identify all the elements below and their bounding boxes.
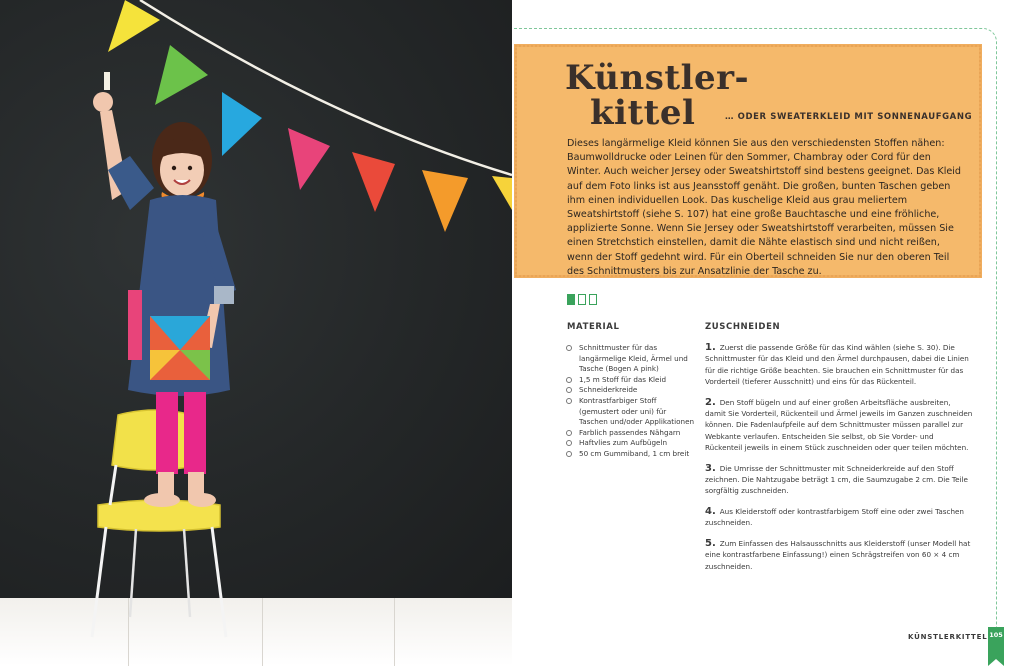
list-item-text: Haftvlies zum Aufbügeln <box>579 438 668 448</box>
list-item <box>566 375 696 386</box>
step-number: 1. <box>705 342 716 353</box>
step <box>705 397 973 454</box>
bullet-icon <box>566 440 572 446</box>
step-text: Die Umrisse der Schnittmuster mit Schneiderkreide auf den Stoff zeichnen. Die Nahtzugabe beträgt 1 cm, die Saumzugabe 2 cm. Die Teile sorgfältig zuschneiden. <box>705 463 968 496</box>
intro-text: Dieses langärmelige Kleid können Sie aus den verschiedensten Stoffen nähen: Baumwolldrucke oder Leinen für den Sommer, Chambray oder Cord für den Winter. Auch weicher Jersey oder Sweatshirtstoff sind bestens geeignet. Das Kleid auf dem Foto links ist aus Jeansstoff genäht. Die großen, bunten Taschen geben ihm einen individuellen Look. Das kuschelige Kleid aus grau meliertem Sweatshirtstoff (siehe S. 107) hat eine große Bauchtasche und eine fröhliche, applizierte Sonne. Wenn Sie Jersey oder Sweatshirtstoff verarbeiten, müssen Sie einen Stretchstich einstellen, damit die Nähte elastisch sind und nicht reißen, wenn der Stoff gedehnt wird. Für ein Oberteil schneiden Sie nur den oberen Teil des Schnittmusters bis zur Ansatzlinie der Tasche zu. <box>567 138 962 277</box>
bullet-icon <box>566 345 572 351</box>
bullet-icon <box>566 430 572 436</box>
step-number: 4. <box>705 505 716 517</box>
page-title-line2: kittel <box>590 93 696 133</box>
list-item-text: 50 cm Gummiband, 1 cm breit <box>579 448 690 458</box>
cutting-steps <box>705 342 973 581</box>
step-number: 5. <box>705 537 716 549</box>
step <box>705 506 973 529</box>
floor-plank <box>394 598 395 666</box>
list-item-text: 1,5 m Stoff für das Kleid <box>579 374 667 384</box>
step-text: Den Stoff bügeln und auf einer großen Arbeitsfläche ausbreiten, damit Sie Vorderteil, Rückenteil und Ärmel jeweils im Ganzen zuschneiden können. Die Fadenlaufpfeile auf dem Schnittmuster müssen parallel zur Webkante verlaufen. Entscheiden Sie selbst, ob Sie Vorder- und Rückenteil jeweils in einem Stück zuschneiden oder quer teilen möchten. <box>705 397 973 453</box>
list-item-text: Schneiderkreide <box>579 385 638 395</box>
step <box>705 463 973 497</box>
list-item <box>566 438 696 449</box>
step-text: Aus Kleiderstoff oder kontrastfarbigem Stoff eine oder zwei Taschen zuschneiden. <box>705 506 964 528</box>
bullet-icon <box>566 377 572 383</box>
list-item-text: Farblich passendes Nähgarn <box>579 427 681 437</box>
bunting-flag <box>288 128 330 190</box>
list-item-text: Schnittmuster für das langärmelige Kleid, Ärmel und Tasche (Bogen A pink) <box>579 343 688 374</box>
page-title-line1: Künstler- <box>565 58 750 98</box>
difficulty-square-icon <box>567 294 575 305</box>
difficulty-square-icon <box>578 294 586 305</box>
bunting-flag <box>492 176 512 210</box>
step-number: 3. <box>705 462 716 474</box>
list-item-text: Kontrastfarbiger Stoff (gemustert oder uni) für Taschen und/oder Applikationen <box>579 395 695 427</box>
bunting-flag <box>422 170 468 232</box>
bullet-icon <box>566 398 572 404</box>
material-list <box>566 343 696 460</box>
step-text: Zum Einfassen des Halsausschnitts aus Kleiderstoff (unser Modell hat eine kontrastfarbene Einfassung!) einen Schrägstreifen von 60 × 4 cm zuschneiden. <box>705 538 971 571</box>
footer-label: KÜNSTLERKITTEL <box>908 633 988 641</box>
step <box>705 538 973 572</box>
difficulty-rating <box>567 294 597 305</box>
bunting-flag <box>352 152 395 212</box>
bullet-icon <box>566 387 572 393</box>
step-text: Zuerst die passende Größe für das Kind wählen (siehe S. 30). Die Schnittmuster für das Kleid und den Ärmel durchpausen, dabei die Linien für die richtige Größe beachten. Sie brauchen ein Schnittmuster für das Vorderteil (tieferer Ausschnitt) und eins für das Rückenteil. <box>705 343 969 387</box>
step-number: 2. <box>705 396 716 408</box>
girl-icon <box>70 60 250 530</box>
cutting-heading: ZUSCHNEIDEN <box>705 322 781 332</box>
step <box>705 342 973 388</box>
page-number: 105 <box>989 631 1003 639</box>
difficulty-square-icon <box>589 294 597 305</box>
floor <box>0 598 512 666</box>
bullet-icon <box>566 451 572 457</box>
list-item <box>566 449 696 460</box>
floor-plank <box>262 598 263 666</box>
list-item <box>566 428 696 439</box>
list-item <box>566 396 696 428</box>
material-heading: MATERIAL <box>567 322 620 332</box>
list-item <box>566 343 696 375</box>
list-item <box>566 385 696 396</box>
page-subtitle: … ODER SWEATERKLEID MIT SONNENAUFGANG <box>725 112 973 122</box>
